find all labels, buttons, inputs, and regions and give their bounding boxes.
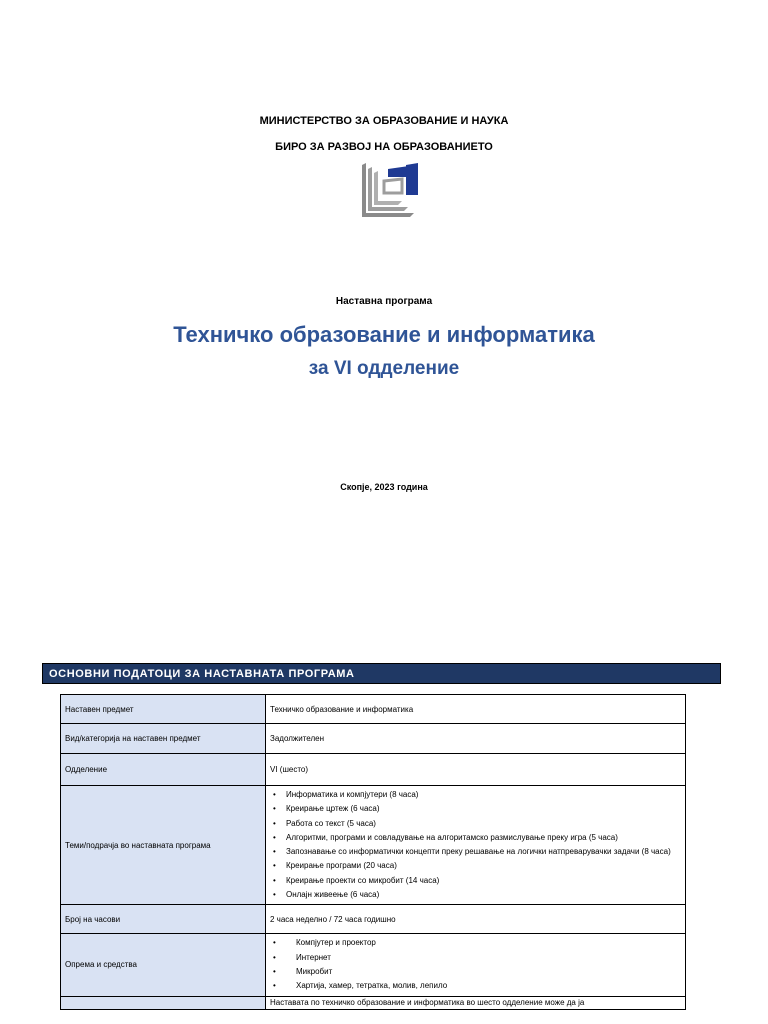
list-item: • Информатика и компјутери (8 часа) (270, 788, 681, 802)
next-value: Наставата по техничко образование и информатика во шесто одделение може да ја (266, 996, 686, 1009)
type-value: Задолжителен (266, 724, 686, 754)
list-item: • Креирање проекти со микробит (14 часа) (270, 874, 681, 888)
table-row (61, 724, 686, 754)
table-row (61, 695, 686, 724)
document-title: Техничко образование и информатика (173, 322, 595, 347)
topics-cell (266, 786, 686, 905)
list-item: • Хартија, хамер, тетратка, молив, лепило (270, 979, 681, 993)
document-type: Наставна програма (335, 296, 433, 307)
type-label: Вид/категорија на наставен предмет (61, 724, 266, 754)
equipment-label: Опрема и средства (61, 934, 266, 996)
topics-list (270, 788, 681, 902)
bureau-logo-icon (362, 163, 418, 221)
list-item: • Онлајн живеење (6 часа) (270, 888, 681, 902)
next-label (61, 996, 266, 1009)
hours-value: 2 часа неделно / 72 часа годишно (266, 905, 686, 934)
grade-label: Одделение (61, 754, 266, 786)
subject-value: Техничко образование и информатика (266, 695, 686, 724)
list-item: • Креирање цртеж (6 часа) (270, 802, 681, 816)
equipment-list (270, 936, 681, 993)
document-subtitle: за VI одделение (308, 358, 460, 379)
list-item: • Алгоритми, програми и совладување на алгоритамско размислување преку игра (5 часа) (270, 831, 681, 845)
table-row (61, 905, 686, 934)
table-row (61, 754, 686, 786)
list-item: • Микробит (270, 965, 681, 979)
table-row (61, 934, 686, 996)
list-item: • Интернет (270, 951, 681, 965)
list-item: • Запознавање со информатички концепти преку решавање на логички натпреварувачки задачи (8 часа) (270, 845, 681, 859)
grade-value: VI (шесто) (266, 754, 686, 786)
ministry-heading: МИНИСТЕРСТВО ЗА ОБРАЗОВАНИЕ И НАУКА (259, 115, 509, 127)
list-item: • Креирање програми (20 часа) (270, 859, 681, 873)
equipment-cell (266, 934, 686, 996)
list-item: • Компјутер и проектор (270, 936, 681, 950)
list-item: • Работа со текст (5 часа) (270, 817, 681, 831)
hours-label: Број на часови (61, 905, 266, 934)
section-banner: ОСНОВНИ ПОДАТОЦИ ЗА НАСТАВНАТА ПРОГРАМА (42, 663, 721, 684)
place-year: Скопје, 2023 година (340, 482, 428, 492)
bureau-heading: БИРО ЗА РАЗВОЈ НА ОБРАЗОВАНИЕТО (275, 141, 493, 153)
subject-label: Наставен предмет (61, 695, 266, 724)
topics-label: Теми/подрачја во наставната програма (61, 786, 266, 905)
program-info-table (60, 694, 686, 1010)
table-row (61, 786, 686, 905)
table-row (61, 996, 686, 1009)
